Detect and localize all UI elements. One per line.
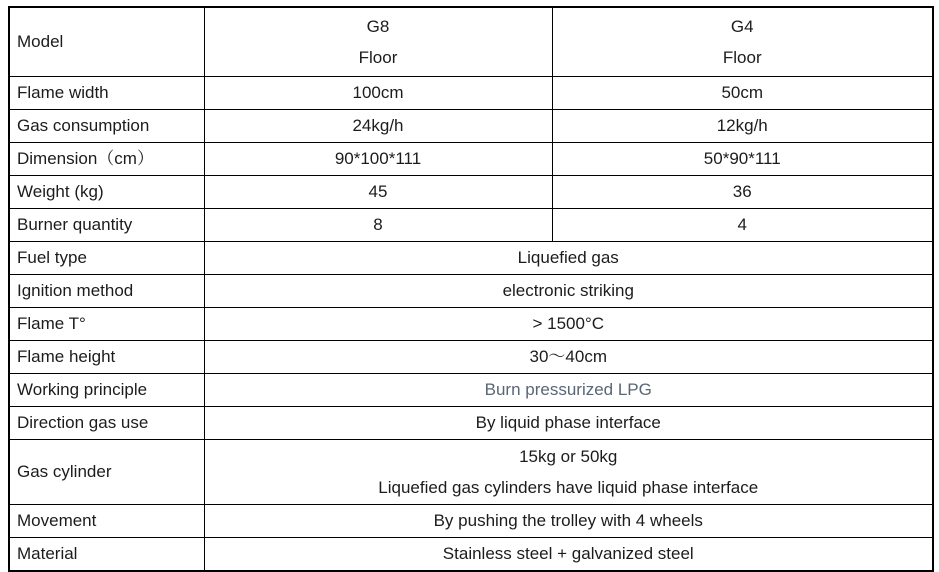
value-g4: 50cm bbox=[552, 76, 933, 109]
value-g8: 90*100*111 bbox=[204, 142, 552, 175]
row-material bbox=[9, 537, 933, 571]
row-label: Working principle bbox=[9, 373, 204, 406]
row-direction-gas-use bbox=[9, 406, 933, 439]
row-label: Flame width bbox=[9, 76, 204, 109]
row-flame-temperature bbox=[9, 307, 933, 340]
row-working-principle bbox=[9, 373, 933, 406]
value-g4: 12kg/h bbox=[552, 109, 933, 142]
row-movement bbox=[9, 504, 933, 537]
value-shared: Stainless steel + galvanized steel bbox=[204, 537, 933, 571]
model-g8-name: G8 bbox=[366, 16, 390, 36]
model-g8-type: Floor bbox=[358, 47, 398, 67]
row-label: Burner quantity bbox=[9, 208, 204, 241]
row-label: Direction gas use bbox=[9, 406, 204, 439]
row-label: Weight (kg) bbox=[9, 175, 204, 208]
value-shared: 30～40cm bbox=[204, 340, 933, 373]
row-label: Gas cylinder bbox=[9, 439, 204, 504]
value-shared: Liquefied gas bbox=[204, 241, 933, 274]
gas-cylinder-size: 15kg or 50kg bbox=[519, 446, 618, 466]
value-shared bbox=[204, 439, 933, 504]
value-g8: 45 bbox=[204, 175, 552, 208]
value-g8: 100cm bbox=[204, 76, 552, 109]
row-label: Model bbox=[9, 7, 204, 76]
row-label: Movement bbox=[9, 504, 204, 537]
row-dimension bbox=[9, 142, 933, 175]
row-weight bbox=[9, 175, 933, 208]
value-g4: 50*90*111 bbox=[552, 142, 933, 175]
row-label: Flame T° bbox=[9, 307, 204, 340]
value-g8: 8 bbox=[204, 208, 552, 241]
value-g4: 4 bbox=[552, 208, 933, 241]
row-label: Flame height bbox=[9, 340, 204, 373]
row-burner-quantity bbox=[9, 208, 933, 241]
value-g8 bbox=[204, 7, 552, 76]
model-g4-type: Floor bbox=[722, 47, 762, 67]
row-model bbox=[9, 7, 933, 76]
row-ignition-method bbox=[9, 274, 933, 307]
value-shared: By pushing the trolley with 4 wheels bbox=[204, 504, 933, 537]
value-shared: By liquid phase interface bbox=[204, 406, 933, 439]
value-shared: electronic striking bbox=[204, 274, 933, 307]
row-flame-width bbox=[9, 76, 933, 109]
row-label: Dimension（cm） bbox=[9, 142, 204, 175]
row-gas-consumption bbox=[9, 109, 933, 142]
row-label: Gas consumption bbox=[9, 109, 204, 142]
value-g4 bbox=[552, 7, 933, 76]
model-g4-name: G4 bbox=[730, 16, 754, 36]
row-label: Material bbox=[9, 537, 204, 571]
gas-cylinder-note: Liquefied gas cylinders have liquid phase interface bbox=[378, 477, 759, 497]
value-shared: Burn pressurized LPG bbox=[204, 373, 933, 406]
value-shared: > 1500°C bbox=[204, 307, 933, 340]
product-spec-table bbox=[8, 6, 934, 572]
value-g4: 36 bbox=[552, 175, 933, 208]
row-fuel-type bbox=[9, 241, 933, 274]
row-flame-height bbox=[9, 340, 933, 373]
row-label: Ignition method bbox=[9, 274, 204, 307]
row-gas-cylinder bbox=[9, 439, 933, 504]
row-label: Fuel type bbox=[9, 241, 204, 274]
value-g8: 24kg/h bbox=[204, 109, 552, 142]
